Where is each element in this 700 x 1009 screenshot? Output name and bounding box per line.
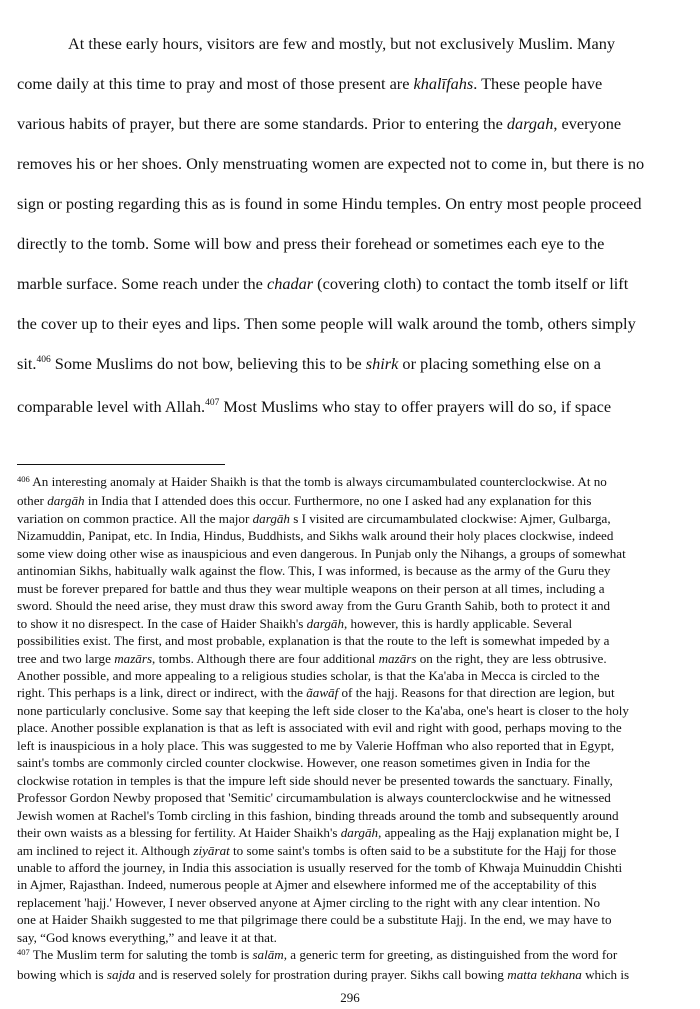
footnote-line: Nizamuddin, Panipat, etc. In India, Hindus, Buddhists, and Sikhs walk around their holy places clockwise, indeed xyxy=(17,528,614,544)
body-line: At these early hours, visitors are few and mostly, but not exclusively Muslim. Many xyxy=(68,34,615,53)
footnote-line: $^{406}$ An interesting anomaly at Haider Shaikh is that the tomb is always circumambulated counterclockwise. At no xyxy=(17,474,607,489)
footnote-line: in Ajmer, Rajasthan. Indeed, numerous people at Ajmer and elsewhere informed me of the acceptability of this xyxy=(17,877,597,893)
footnote-line: am inclined to reject it. Although ziyārat to some saint's tombs is often said to be a substitute for the Hajj for those xyxy=(17,842,617,858)
footnote-line: say, “God knows everything,” and leave it at that. xyxy=(17,929,277,945)
footnote-line: one at Haider Shaikh suggested to me that pilgrimage there could be a substitute Hajj. In the end, we may have to xyxy=(17,912,612,928)
footnote-line: other dargāh in India that I attended does this occur. Furthermore, no one I asked had any explanation for this xyxy=(17,493,592,509)
body-line: removes his or her shoes. Only menstruating women are expected not to come in, but there is no xyxy=(17,154,645,173)
footnote-reference[interactable]: 406 xyxy=(36,355,51,365)
italic-term: ãawāf xyxy=(306,685,339,701)
footnote-line: sword. Should the need arise, they must draw this sword away from the Guru Granth Sahib, both to protect it and xyxy=(17,598,611,614)
italic-term: chadar xyxy=(266,274,314,293)
footnote-line: to show it no disrespect. In the case of Haider Shaikh's dargāh, however, this is hardly applicable. Several xyxy=(17,615,573,631)
italic-term: ziyārat xyxy=(193,842,230,858)
italic-term: dargāh xyxy=(306,615,344,631)
body-line: sit.$^{406}$ Some Muslims do not bow, believing this to be shirk or placing something else on a xyxy=(17,354,601,373)
italic-term: dargāh xyxy=(252,510,290,526)
footnote-line: their own waists as a blessing for fertility. At Haider Shaikh's dargāh, appealing as the Hajj explanation might be, I xyxy=(17,825,620,841)
footnote-line: replacement 'hajj.' However, I never observed anyone at Ajmer circling to the right with any clear intention. No xyxy=(17,894,601,910)
italic-term: dargāh xyxy=(340,825,379,841)
footnote-line: unable to afford the journey, in India this association is usually reserved for the tomb of Khwaja Muinuddin Chishti xyxy=(17,859,623,875)
footnote-line: right. This perhaps is a link, direct or indirect, with the ãawāf of the hajj. Reasons for that direction are legion, but xyxy=(17,685,615,701)
body-line: comparable level with Allah.$^{407}$ Most Muslims who stay to offer prayers will do so, if space xyxy=(17,397,612,416)
footnote-line: place. Another possible explanation is that as left is associated with evil and right with good, perhaps moving to the xyxy=(17,720,622,736)
body-line: come daily at this time to pray and most of those present are khalīfahs. These people have xyxy=(17,74,603,93)
body-line: various habits of prayer, but there are some standards. Prior to entering the dargah, everyone xyxy=(17,114,622,133)
footnote-line: clockwise rotation in temples is that the impure left side should never be presented towards the sanctuary. Finally, xyxy=(17,772,613,788)
footnote-line: $^{407}$ The Muslim term for saluting the tomb is salām, a generic term for greeting, as distinguished from the word for xyxy=(17,947,618,963)
page-number: 296 xyxy=(340,990,360,1005)
footnote-separator xyxy=(17,464,225,465)
body-paragraph xyxy=(17,24,689,430)
italic-term: mazārs xyxy=(378,650,417,666)
footnote-number: 407 xyxy=(17,947,30,958)
footnote-line: Professor Gordon Newby proposed that 'Semitic' circumambulation is always counterclockwise and he witnessed xyxy=(17,790,611,806)
footnote-number: 406 xyxy=(17,474,30,484)
footnote-line: Jewish women at Rachel's Tomb circling in this fashion, binding threads around the tomb and subsequently around xyxy=(17,807,619,823)
footnote-line: left is inauspicious in a holy place. This was suggested to me by Valerie Hoffman who also reported that in Egypt, xyxy=(17,737,615,753)
footnote-line: must be forever prepared for battle and thus they wear multiple weapons on their person at all times, including a xyxy=(17,580,605,596)
italic-term: matta tekhana xyxy=(507,966,582,982)
footnote-line: bowing which is sajda and is reserved solely for prostration during prayer. Sikhs call bowing matta tekhana which is xyxy=(17,966,630,982)
footnote-line: variation on common practice. All the major dargāh s I visited are circumambulated clockwise: Ajmer, Gulbarga, xyxy=(17,510,611,526)
footnote-reference[interactable]: 407 xyxy=(205,398,220,408)
footnote-line: saint's tombs are commonly circled counter clockwise. However, one reason sometimes given in India for the xyxy=(17,755,591,771)
italic-term: shirk xyxy=(365,354,399,373)
italic-term: mazārs xyxy=(114,650,153,666)
footnote-line: Another possible, and more appealing to a religious studies scholar, is that the Ka'aba in Mecca is circled to the xyxy=(17,667,600,683)
footnotes xyxy=(17,473,697,983)
footnote-line: none particularly conclusive. Some say that keeping the left side closer to the Ka'aba, one's heart is closer to the holy xyxy=(17,702,629,718)
footnote-line: possibilities exist. The first, and most probable, explanation is that the route to the left is somewhat impeded by a xyxy=(17,633,610,649)
italic-term: sajda xyxy=(106,966,136,982)
italic-term: salām xyxy=(252,947,284,963)
body-line: marble surface. Some reach under the chadar (covering cloth) to contact the tomb itself or lift xyxy=(17,274,629,293)
italic-term: dargah xyxy=(506,114,554,133)
body-line: the cover up to their eyes and lips. Then some people will walk around the tomb, others simply xyxy=(17,314,636,333)
italic-term: dargāh xyxy=(47,493,85,509)
footnote-line: some view doing other wise as inauspicious and even dangerous. In Punjab only the Nihangs, a groups of somewhat xyxy=(17,545,626,561)
footnote-line: antinomian Sikhs, habitually walk against the flow. This, I was informed, is because as the army of the Guru they xyxy=(17,563,611,579)
italic-term: khalīfahs xyxy=(413,74,474,93)
footnote-line: tree and two large mazārs, tombs. Although there are four additional mazārs on the right, they are less obtrusive. xyxy=(17,650,607,666)
body-line: sign or posting regarding this as is found in some Hindu temples. On entry most people proceed xyxy=(17,194,642,213)
body-line: directly to the tomb. Some will bow and press their forehead or sometimes each eye to the xyxy=(17,234,605,253)
